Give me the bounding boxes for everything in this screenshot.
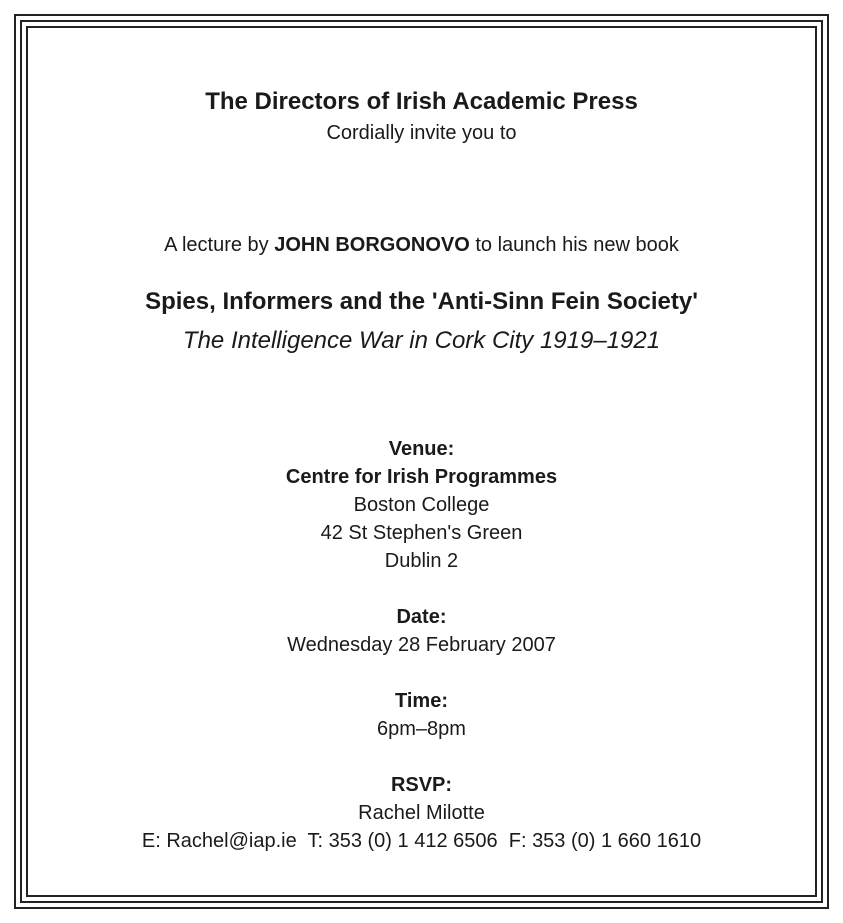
venue-address-line: Boston College xyxy=(353,494,490,516)
invite-line: Cordially invite you to xyxy=(326,122,517,144)
venue-label: Venue: xyxy=(388,438,455,460)
border-inner xyxy=(26,26,817,897)
lecture-suffix: to launch his new book xyxy=(469,234,679,256)
date-label: Date: xyxy=(396,606,447,628)
venue-address-line: 42 St Stephen's Green xyxy=(320,522,523,544)
rsvp-contact: E: Rachel@iap.ie T: 353 (0) 1 412 6506 F: 353 (0) 1 660 1610 xyxy=(141,830,702,852)
lecture-line xyxy=(0,234,843,257)
time-value: 6pm–8pm xyxy=(377,718,466,740)
book-subtitle: The Intelligence War in Cork City 1919–1921 xyxy=(182,327,661,354)
lecture-prefix: A lecture by xyxy=(164,234,275,256)
author-name: JOHN BORGONOVO xyxy=(274,234,470,256)
border-middle xyxy=(20,20,823,903)
book-title: Spies, Informers and the 'Anti-Sinn Fein Society' xyxy=(145,288,698,315)
date-value: Wednesday 28 February 2007 xyxy=(287,634,556,656)
rsvp-name: Rachel Milotte xyxy=(358,802,485,824)
venue-address-line: Dublin 2 xyxy=(384,550,459,572)
rsvp-label: RSVP: xyxy=(390,774,453,796)
host-heading: The Directors of Irish Academic Press xyxy=(205,88,638,115)
venue-name: Centre for Irish Programmes xyxy=(285,466,558,488)
time-label: Time: xyxy=(395,690,448,712)
